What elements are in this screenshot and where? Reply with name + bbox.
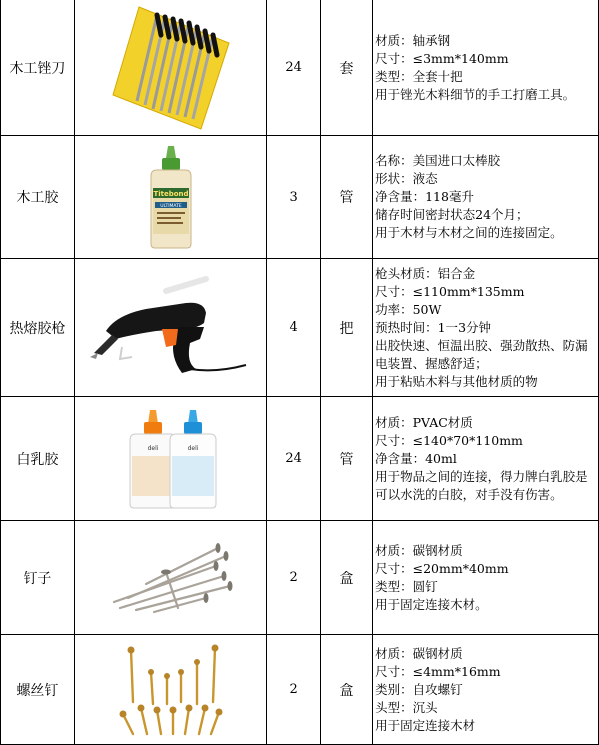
item-quantity: 4 [267,259,320,397]
detail-line: 净含量：40ml [375,450,457,466]
item-details [373,136,599,259]
item-image [74,0,267,136]
detail-line: 名称：美国进口太棒胶 [375,153,501,168]
table-row [1,0,599,136]
item-name: 木工胶 [1,136,75,259]
item-details [373,0,599,136]
detail-line: 材质：碳钢材质 [375,542,463,558]
item-quantity: 24 [267,0,320,136]
table-row [1,635,599,745]
item-details [373,259,599,397]
file-set-icon [101,5,241,131]
detail-line: 用于木材与木材之间的连接固定。 [375,225,563,240]
item-name: 钉子 [1,521,75,635]
item-unit: 套 [320,0,372,136]
item-name: 白乳胶 [1,397,75,521]
detail-line: 用于固定连接木材 [375,717,476,733]
glue-brand-text: Titebond [153,190,189,198]
table-row [1,136,599,259]
item-image [74,635,267,745]
item-unit: 盒 [320,521,372,635]
hot-glue-gun-icon [86,273,256,383]
detail-line: 尺寸：≤4mm*16mm [375,663,501,679]
detail-line: 预热时间：1一3分钟 [375,319,492,335]
detail-line: 头型：沉头 [375,699,438,715]
item-unit: 把 [320,259,372,397]
item-name: 螺丝钉 [1,635,75,745]
detail-line: 材质：PVAC材质 [375,414,473,430]
detail-line: 用于物品之间的连接，得力牌白乳胶是可以水洗的白胶，对手没有伤害。 [375,468,588,502]
detail-line: 尺寸：≤3mm*140mm [375,50,509,66]
detail-line: 尺寸：≤110mm*135mm [375,283,525,299]
detail-line: 材质：轴承钢 [375,32,451,48]
item-name: 木工锉刀 [1,0,75,136]
detail-line: 净含量：118毫升 [375,189,474,204]
table-row [1,521,599,635]
table-row [1,259,599,397]
glue-brand-text-2: deli [187,444,199,452]
item-quantity: 2 [267,521,320,635]
detail-line: 类型：全套十把 [375,68,463,84]
detail-line: 功率：50W [375,301,442,317]
item-quantity: 2 [267,635,320,745]
item-image [74,136,267,259]
glue-brand-text: deli [147,444,159,452]
detail-line: 形状：液态 [375,171,438,186]
item-unit: 管 [320,397,372,521]
item-image [74,259,267,397]
detail-line: 储存时间密封状态24个月； [375,207,529,222]
screws-icon [111,642,231,738]
nails-icon [106,538,236,618]
item-details [373,397,599,521]
item-details [373,635,599,745]
detail-line: 出胶快速、恒温出胶、强劲散热、防漏电装置、握感舒适； [375,337,588,371]
item-image [74,521,267,635]
item-quantity: 3 [267,136,320,259]
table-row [1,397,599,521]
detail-line: 尺寸：≤20mm*40mm [375,560,509,576]
item-name: 热熔胶枪 [1,259,75,397]
detail-line: 枪头材质：铝合金 [375,265,476,281]
detail-line: 材质：碳钢材质 [375,645,463,661]
item-details [373,521,599,635]
detail-line: 用于粘贴木料与其他材质的物 [375,373,538,389]
item-quantity: 24 [267,397,320,521]
detail-line: 尺寸：≤140*70*110mm [375,432,523,448]
wood-glue-bottle-icon [141,144,201,250]
item-unit: 管 [320,136,372,259]
detail-line: 类型：圆钉 [375,578,438,594]
detail-line: 类别：自攻螺钉 [375,681,463,697]
detail-line: 用于锉光木料细节的手工打磨工具。 [375,86,576,102]
white-glue-bottles-icon [116,408,226,510]
detail-line: 用于固定连接木材。 [375,596,488,612]
item-image [74,397,267,521]
glue-brand-sub: ULTIMATE [159,204,182,209]
item-unit: 盒 [320,635,372,745]
